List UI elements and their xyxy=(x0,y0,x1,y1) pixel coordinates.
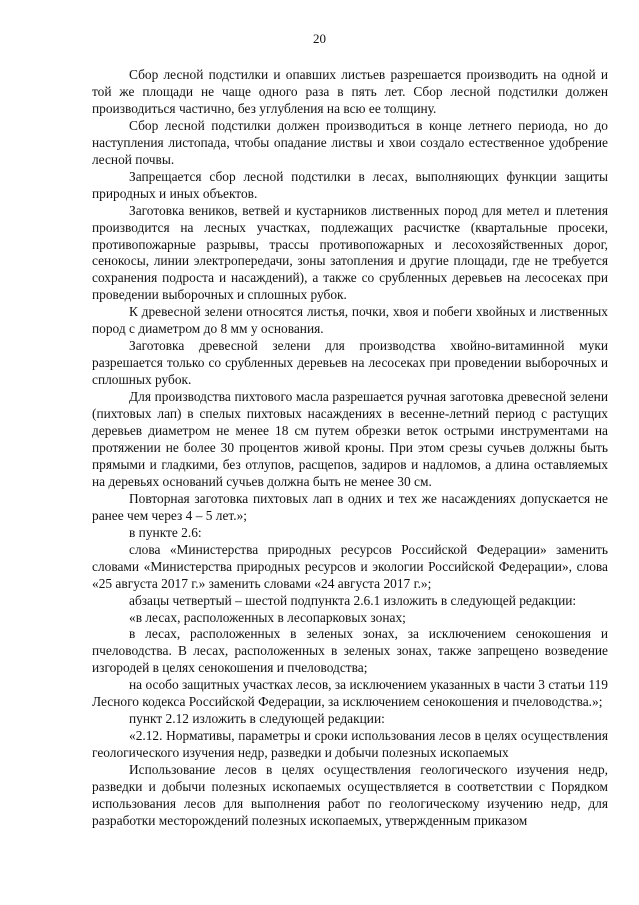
paragraph: Использование лесов в целях осуществления геологического изучения недр, разведки и добычи полезных ископаемых осуществляется в соответствии с Порядком использования лесов для выполнения работ по геологическому изучению недр, для разработки месторождений полезных ископаемых, утвержденным приказом xyxy=(92,762,608,828)
paragraph: Заготовка веников, ветвей и кустарников лиственных пород для метел и плетения производится на лесных участках, подлежащих расчистке (квартальные просеки, противопожарные разрывы, трассы противопожарных и лесохозяйственных дорог, сенокосы, линии электропередачи, зоны затопления и другие площади, где не требуется сохранения подроста и насаждений), а также со срубленных деревьев на лесосеках при проведении выборочных и сплошных рубок. xyxy=(92,202,608,303)
paragraph: Сбор лесной подстилки должен производиться в конце летнего периода, но до наступления листопада, чтобы опадание листвы и хвои создало естественное удобрение лесной почвы. xyxy=(92,117,608,167)
paragraph: Для производства пихтового масла разрешается ручная заготовка древесной зелени (пихтовых лап) в спелых пихтовых насаждениях в весенне-летний период с растущих деревьев диаметром не менее 18 см путем обрезки веток острыми инструментами на протяжении не более 30 процентов живой кроны. При этом срезы сучьев должны быть прямыми и гладкими, без отлупов, расщепов, задиров и надломов, а длина оставляемых на деревьях оснований сучьев должна быть не менее 30 см. xyxy=(92,389,608,489)
paragraph: «в лесах, расположенных в лесопарковых зонах; xyxy=(129,609,406,625)
paragraph: К древесной зелени относятся листья, почки, хвоя и побеги хвойных и лиственных пород с диаметром до 8 мм у основания. xyxy=(92,304,608,337)
paragraph: абзацы четвертый – шестой подпункта 2.6.1 изложить в следующей редакции: xyxy=(129,592,577,608)
paragraph: слова «Министерства природных ресурсов Российской Федерации» заменить словами «Министерства природных ресурсов и экологии Российской Федерации», слова «25 августа 2017 г.» заменить словами «24 августа 2017 г.»; xyxy=(92,541,608,591)
paragraph: в лесах, расположенных в зеленых зонах, за исключением сенокошения и пчеловодства. В лесах, расположенных в зеленых зонах, также запрещено возведение изгородей в целях сенокошения и пчеловодства; xyxy=(92,626,608,676)
paragraph: на особо защитных участках лесов, за исключением указанных в части 3 статьи 119 Лесного кодекса Российской Федерации, за исключением сенокошения и пчеловодства.»; xyxy=(92,677,608,710)
paragraph: «2.12. Нормативы, параметры и сроки использования лесов в целях осуществления геологического изучения недр, разведки и добычи полезных ископаемых xyxy=(92,728,608,761)
document-body xyxy=(92,67,608,830)
paragraph: Заготовка древесной зелени для производства хвойно-витаминной муки разрешается только со срубленных деревьев на лесосеках при проведении выборочных и сплошных рубок. xyxy=(92,338,608,388)
paragraph: Запрещается сбор лесной подстилки в лесах, выполняющих функции защиты природных и иных объектов. xyxy=(92,168,608,201)
page-number: 20 xyxy=(313,31,326,46)
paragraph: в пункте 2.6: xyxy=(129,524,202,540)
paragraph: Сбор лесной подстилки и опавших листьев разрешается производить на одной и той же площади не чаще одного раза в пять лет. Сбор лесной подстилки должен производиться частично, без углубления на всю ее толщину. xyxy=(92,67,608,116)
paragraph: пункт 2.12 изложить в следующей редакции: xyxy=(129,711,385,727)
paragraph: Повторная заготовка пихтовых лап в одних и тех же насаждениях допускается не ранее чем через 4 – 5 лет.»; xyxy=(92,490,608,523)
